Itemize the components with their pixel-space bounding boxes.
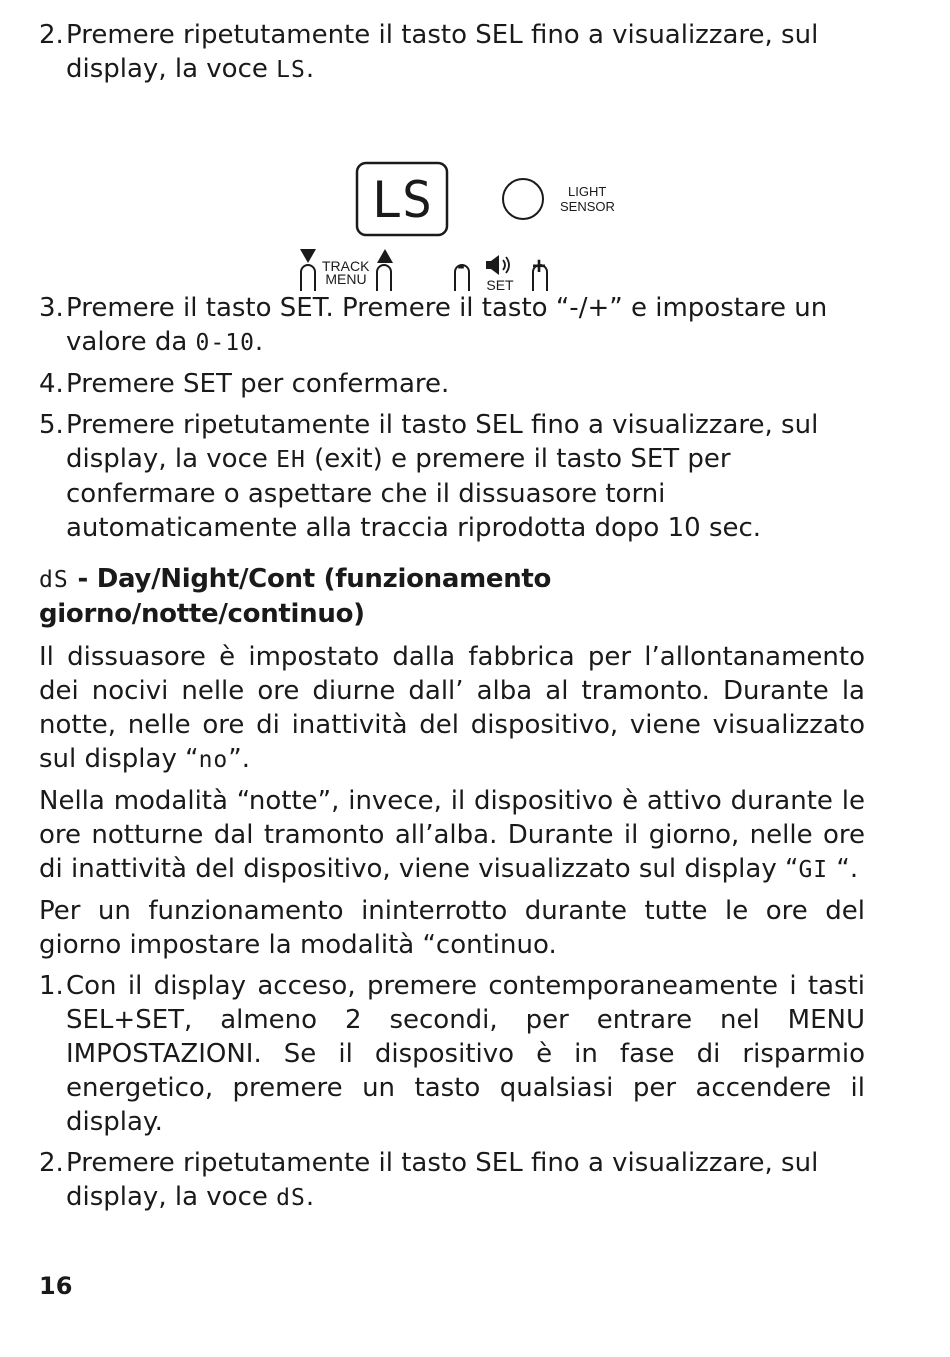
step-text: Con il display acceso, premere contemporaneamente i tasti SEL+SET, almeno 2 secondi, per entrare nel MENU IMPOSTAZIONI. Se il dispositivo è in fase di risparmio energetico, premere un tasto qualsiasi per accendere il display. (66, 971, 865, 1137)
paragraph-text: Nella modalità “notte”, invece, il dispositivo è attivo durante le ore notturne dal tramonto all’alba. Durante il giorno, nelle ore di inattività del dispositivo, viene visualizzato sul display “ (39, 786, 865, 884)
step-4 (39, 367, 865, 401)
manual-page (39, 18, 865, 1215)
paragraph-day-mode (39, 640, 865, 777)
light-sensor-icon (503, 179, 543, 219)
step-2-ds (39, 1146, 865, 1215)
paragraph-continuous-mode (39, 894, 865, 962)
track-down-arrow-icon (300, 249, 316, 263)
display-code-ls: LS (276, 57, 306, 83)
step-text: Premere ripetutamente il tasto SEL fino a visualizzare, sul display, la voce (66, 20, 819, 84)
step-number: 5. (39, 410, 64, 440)
display-code-exit: EH (276, 447, 306, 473)
step-number: 1. (39, 971, 64, 1001)
section-title: - Day/Night/Cont (funzionamento giorno/notte/continuo) (39, 564, 552, 629)
step-3 (39, 291, 865, 360)
step-text-end: . (254, 327, 264, 357)
display-code-range: 0-10 (195, 330, 255, 356)
paragraph-text-end: ”. (228, 744, 251, 774)
control-panel-illustration (39, 91, 865, 291)
page-number: 16 (39, 1272, 73, 1300)
menu-label: MENU (325, 271, 367, 287)
step-number: 2. (39, 1148, 64, 1178)
section-code: dS (39, 567, 69, 593)
step-text: Premere ripetutamente il tasto SEL fino a visualizzare, sul display, la voce (66, 410, 819, 474)
light-sensor-label-1: LIGHT (568, 184, 607, 199)
step-text-end: . (305, 1182, 315, 1212)
paragraph-text-end: “. (828, 854, 859, 884)
step-5 (39, 408, 865, 545)
speaker-icon (486, 255, 509, 275)
step-number: 4. (39, 369, 64, 399)
paragraph-night-mode (39, 784, 865, 887)
track-label: TRACK (322, 258, 370, 274)
sel-button[interactable] (301, 265, 315, 291)
plus-label: + (531, 253, 547, 280)
step-text: Premere SET per confermare. (66, 369, 450, 399)
step-2-ls (39, 18, 865, 87)
track-up-arrow-icon (377, 249, 393, 263)
step-text-end: (exit) e premere il tasto SET per confermare o aspettare che il dissuasore torni automaticamente alla traccia riprodotta dopo 10 sec. (66, 444, 762, 543)
display-code-ds: dS (276, 1185, 306, 1211)
light-sensor-label-2: SENSOR (560, 199, 615, 214)
minus-label: - (457, 253, 465, 278)
display-code-no: no (198, 747, 229, 773)
set-button[interactable] (377, 265, 391, 291)
paragraph-text: Il dissuasore è impostato dalla fabbrica per l’allontanamento dei nocivi nelle ore diurne dall’ alba al tramonto. Durante la notte, nelle ore di inattività del dispositivo, viene visualizzato sul display “ (39, 642, 865, 774)
lcd-display-value: LS (371, 171, 433, 229)
set-value-label-1: SET (486, 277, 514, 291)
paragraph-text: Per un funzionamento ininterrotto durante tutte le ore del giorno impostare la modalità “continuo. (39, 896, 865, 960)
step-number: 2. (39, 20, 64, 50)
step-text: Premere ripetutamente il tasto SEL fino a visualizzare, sul display, la voce (66, 1148, 819, 1212)
display-code-gi: GI (798, 857, 829, 883)
step-1-menu (39, 969, 865, 1139)
step-text: Premere il tasto SET. Premere il tasto “-/+” e impostare un valore da (66, 293, 828, 357)
step-text-end: . (305, 54, 315, 84)
control-panel-svg (39, 91, 865, 291)
step-number: 3. (39, 293, 64, 323)
section-heading (39, 562, 865, 631)
